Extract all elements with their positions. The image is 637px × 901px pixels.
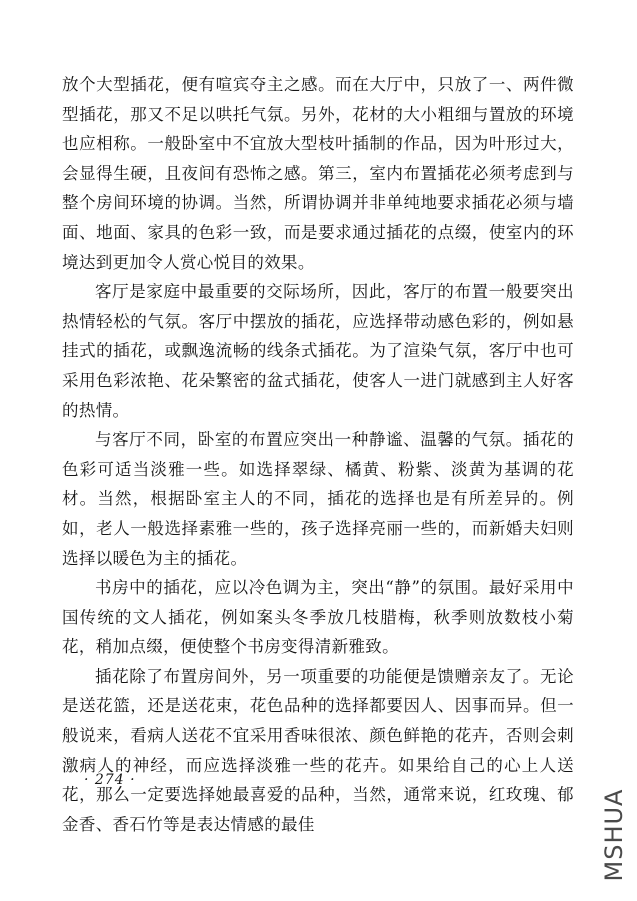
- paragraph-study: 书房中的插花，应以冷色调为主，突出“静”的氛围。最好采用中国传统的文人插花，例如案头冬季放几枝腊梅，秋季则放数枝小菊花，稍加点缀，便使整个书房变得清新雅致。: [62, 578, 574, 657]
- paragraph-continued: 放个大型插花，便有喧宾夺主之感。而在大厅中，只放了一、两件微型插花，那又不足以哄托气氛。另外，花材的大小粗细与置放的环境也应相称。一般卧室中不宜放大型枝叶插制的作品，因为叶形过大，会显得生硬，且夜间有恐怖之感。第三，室内布置插花必须考虑到与整个房间环境的协调。当然，所谓协调并非单纯地要求插花必须与墙面、地面、家具的色彩一致，而是要求通过插花的点缀，使室内的环境达到更加令人赏心悦目的效果。: [62, 75, 574, 272]
- page-number: · 274 ·: [84, 772, 136, 788]
- watermark-text: MSHUA: [600, 788, 628, 882]
- body-text: [62, 70, 574, 839]
- watermark: [596, 780, 632, 890]
- paragraph-gifting: 插花除了布置房间外，另一项重要的功能便是馈赠亲友了。无论是送花篮，还是送花束，花色品种的选择都要因人、因事而异。但一般说来，看病人送花不宜采用香味很浓、颜色鲜艳的花卉，否则会刺激病人的神经，而应选择淡雅一些的花卉。如果给自己的心上人送花，那么一定要选择她最喜爱的品种，当然，通常来说，红玫瑰、郁金香、香石竹等是表达情感的最佳: [62, 666, 574, 834]
- paragraph-bedroom: 与客厅不同，卧室的布置应突出一种静谧、温馨的气氛。插花的色彩可适当淡雅一些。如选择翠绿、橘黄、粉紫、淡黄为基调的花材。当然，根据卧室主人的不同，插花的选择也是有所差异的。例如，老人一般选择素雅一些的，孩子选择亮丽一些的，而新婚夫妇则选择以暖色为主的插花。: [62, 430, 574, 568]
- paragraph-living-room: 客厅是家庭中最重要的交际场所，因此，客厅的布置一般要突出热情轻松的气氛。客厅中摆放的插花，应选择带动感色彩的，例如悬挂式的插花，或飘逸流畅的线条式插花。为了渲染气氛，客厅中也可采用色彩浓艳、花朵繁密的盆式插花，使客人一进门就感到主人好客的热情。: [62, 282, 574, 420]
